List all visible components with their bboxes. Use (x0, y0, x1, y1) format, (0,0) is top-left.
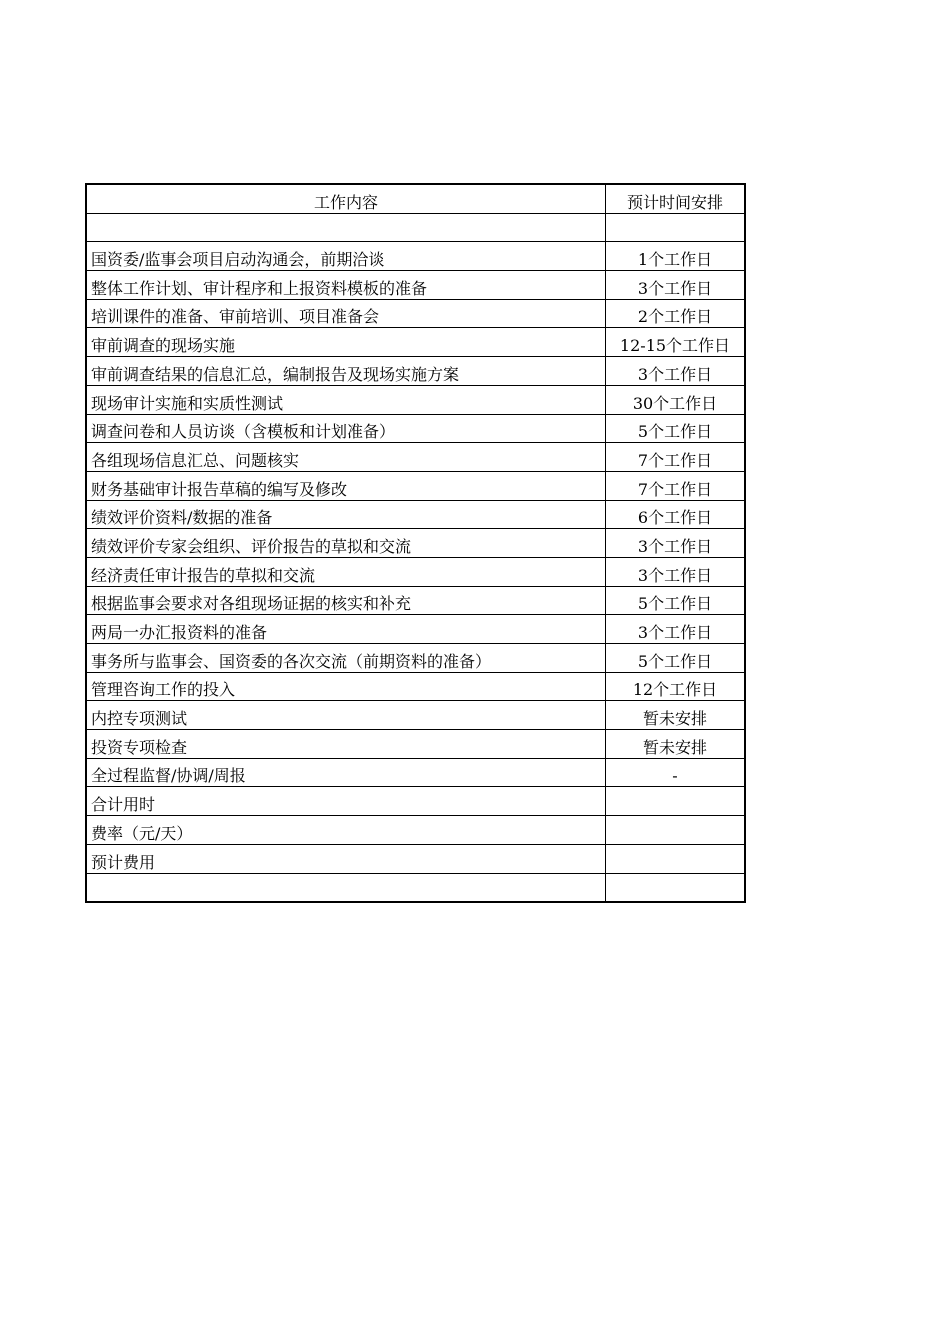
time-cell: 2个工作日 (606, 299, 746, 328)
time-cell (606, 844, 746, 873)
time-cell: 5个工作日 (606, 414, 746, 443)
table-row (86, 213, 745, 242)
task-cell: 事务所与监事会、国资委的各次交流（前期资料的准备） (86, 644, 606, 673)
table-row (86, 299, 745, 328)
time-cell: 暂未安排 (606, 730, 746, 759)
task-cell: 各组现场信息汇总、问题核实 (86, 443, 606, 472)
header-time-schedule: 预计时间安排 (606, 184, 746, 213)
table-row (86, 357, 745, 386)
table-header-row (86, 184, 745, 213)
table-row (86, 844, 745, 873)
table-row (86, 787, 745, 816)
time-cell: 3个工作日 (606, 615, 746, 644)
task-cell: 调查问卷和人员访谈（含模板和计划准备） (86, 414, 606, 443)
task-cell: 绩效评价资料/数据的准备 (86, 500, 606, 529)
table-row (86, 615, 745, 644)
table-row (86, 500, 745, 529)
time-cell: 12个工作日 (606, 672, 746, 701)
header-work-content: 工作内容 (86, 184, 606, 213)
table-row (86, 471, 745, 500)
task-cell (86, 213, 606, 242)
table-row (86, 644, 745, 673)
time-cell: 30个工作日 (606, 385, 746, 414)
time-cell (606, 873, 746, 902)
table-body (86, 184, 745, 902)
time-cell: 3个工作日 (606, 271, 746, 300)
task-cell: 预计费用 (86, 844, 606, 873)
task-cell: 投资专项检查 (86, 730, 606, 759)
table-row (86, 271, 745, 300)
task-cell: 培训课件的准备、审前培训、项目准备会 (86, 299, 606, 328)
table-row (86, 586, 745, 615)
task-cell: 根据监事会要求对各组现场证据的核实和补充 (86, 586, 606, 615)
time-cell: - (606, 758, 746, 787)
task-cell: 费率（元/天） (86, 816, 606, 845)
time-cell: 3个工作日 (606, 529, 746, 558)
table-row (86, 385, 745, 414)
table-row (86, 557, 745, 586)
time-cell (606, 787, 746, 816)
task-cell: 内控专项测试 (86, 701, 606, 730)
table-row (86, 242, 745, 271)
table-row (86, 328, 745, 357)
time-cell: 7个工作日 (606, 471, 746, 500)
table-row (86, 816, 745, 845)
table-row (86, 873, 745, 902)
time-cell: 3个工作日 (606, 557, 746, 586)
time-cell: 7个工作日 (606, 443, 746, 472)
task-cell: 管理咨询工作的投入 (86, 672, 606, 701)
task-cell: 国资委/监事会项目启动沟通会，前期洽谈 (86, 242, 606, 271)
table-row (86, 414, 745, 443)
task-cell: 现场审计实施和实质性测试 (86, 385, 606, 414)
task-cell: 全过程监督/协调/周报 (86, 758, 606, 787)
table-row (86, 701, 745, 730)
task-cell: 审前调查的现场实施 (86, 328, 606, 357)
task-cell: 经济责任审计报告的草拟和交流 (86, 557, 606, 586)
task-cell (86, 873, 606, 902)
time-cell: 3个工作日 (606, 357, 746, 386)
task-cell: 两局一办汇报资料的准备 (86, 615, 606, 644)
time-cell: 5个工作日 (606, 586, 746, 615)
table-row (86, 529, 745, 558)
work-schedule-table (85, 183, 746, 903)
table-row (86, 672, 745, 701)
task-cell: 财务基础审计报告草稿的编写及修改 (86, 471, 606, 500)
time-cell: 5个工作日 (606, 644, 746, 673)
task-cell: 绩效评价专家会组织、评价报告的草拟和交流 (86, 529, 606, 558)
task-cell: 审前调查结果的信息汇总，编制报告及现场实施方案 (86, 357, 606, 386)
task-cell: 合计用时 (86, 787, 606, 816)
table-row (86, 758, 745, 787)
time-cell: 6个工作日 (606, 500, 746, 529)
time-cell: 1个工作日 (606, 242, 746, 271)
time-cell (606, 816, 746, 845)
time-cell: 12-15个工作日 (606, 328, 746, 357)
task-cell: 整体工作计划、审计程序和上报资料模板的准备 (86, 271, 606, 300)
table-row (86, 730, 745, 759)
time-cell: 暂未安排 (606, 701, 746, 730)
time-cell (606, 213, 746, 242)
table-row (86, 443, 745, 472)
